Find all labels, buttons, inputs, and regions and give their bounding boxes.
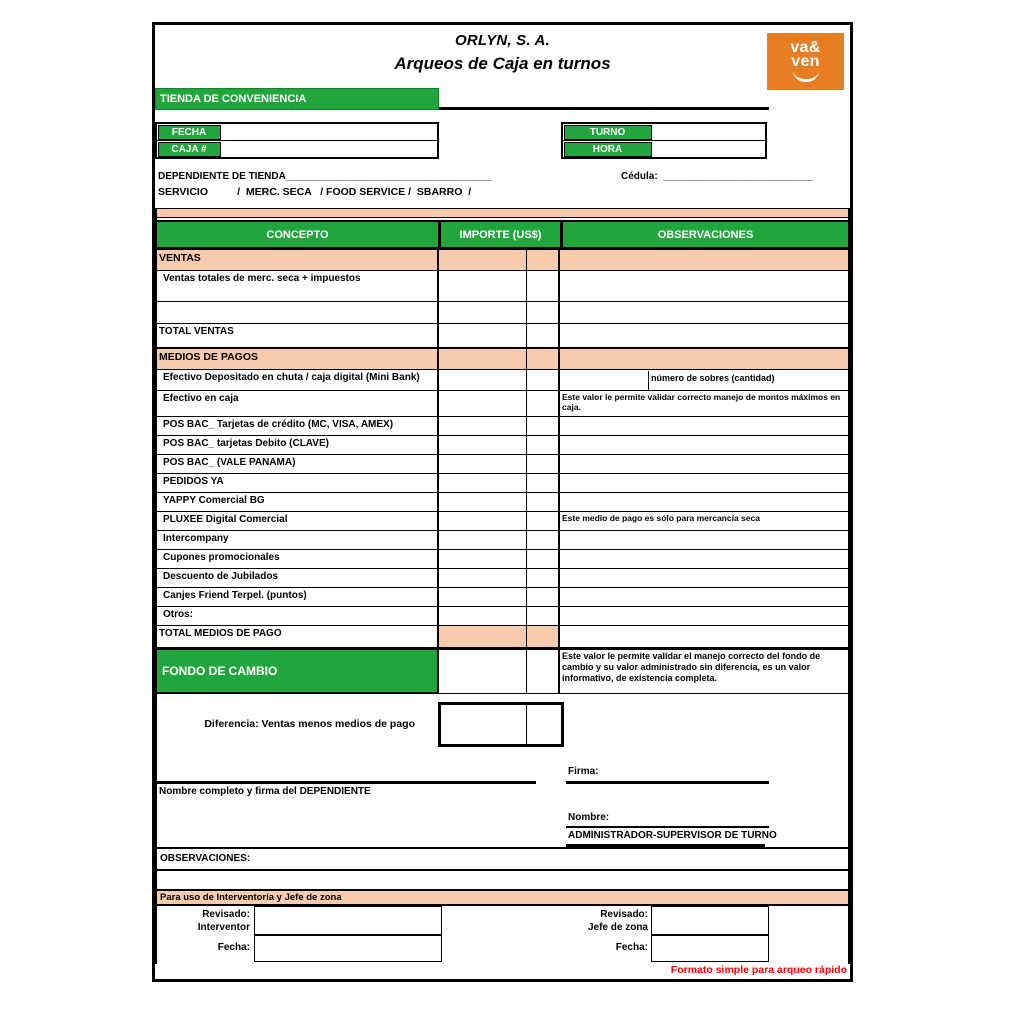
row-importe-cents-cell[interactable]: [527, 417, 560, 435]
table-row: [157, 436, 848, 455]
fecha-row: [157, 124, 437, 140]
row-concepto-label: TOTAL VENTAS: [157, 324, 439, 347]
row-observaciones-cell[interactable]: [560, 550, 848, 568]
concept-table: [155, 208, 850, 694]
row-observaciones-cell[interactable]: [560, 588, 848, 606]
row-concepto-label: YAPPY Comercial BG: [157, 493, 439, 511]
observaciones-sub-cell[interactable]: [562, 371, 649, 390]
table-row: [157, 455, 848, 474]
table-row: [157, 324, 848, 348]
row-importe-cell[interactable]: [439, 455, 527, 473]
table-row: [157, 417, 848, 436]
fecha-label: FECHA: [158, 125, 221, 140]
row-concepto-label: [157, 302, 439, 323]
row-importe-cents-cell[interactable]: [527, 550, 560, 568]
jefe-zona-fecha-input[interactable]: [651, 935, 769, 962]
row-importe-cents-cell[interactable]: [527, 436, 560, 454]
row-importe-cell[interactable]: [439, 302, 527, 323]
form-sheet: [152, 22, 853, 982]
table-row: [157, 607, 848, 626]
table-row: [157, 588, 848, 607]
supervisor-signature-line[interactable]: [566, 781, 769, 784]
supervisor-caption-underline: [566, 844, 765, 847]
row-concepto-label: POS BAC_ (VALE PANAMA): [157, 455, 439, 473]
logo-text-line1: va&: [790, 39, 821, 56]
row-importe-cents-cell[interactable]: [527, 324, 560, 347]
row-concepto-label: Canjes Friend Terpel. (puntos): [157, 588, 439, 606]
row-importe-cell[interactable]: [439, 391, 527, 416]
row-concepto-label: PEDIDOS YA: [157, 474, 439, 492]
row-concepto-label: TOTAL MEDIOS DE PAGO: [157, 626, 439, 647]
fondo-de-cambio-row: [157, 648, 848, 694]
table-row: [157, 512, 848, 531]
row-observaciones-cell[interactable]: [560, 271, 848, 301]
observaciones-blank-row[interactable]: [155, 871, 850, 891]
fondo-de-cambio-label: FONDO DE CAMBIO: [157, 650, 439, 694]
interventor-fecha-label: Fecha:: [217, 942, 250, 953]
interventor-fecha-input[interactable]: [254, 935, 442, 962]
table-row: [157, 550, 848, 569]
form-header: [155, 25, 850, 208]
dependiente-line[interactable]: DEPENDIENTE DE TIENDA_____________________________________: [158, 171, 492, 182]
logo-text-line2: ven: [791, 53, 820, 70]
table-row: [157, 271, 848, 302]
row-observaciones-cell[interactable]: [560, 349, 848, 369]
fecha-input[interactable]: [221, 124, 437, 140]
row-concepto-label: Descuento de Jubilados: [157, 569, 439, 587]
observaciones-row[interactable]: OBSERVACIONES:: [155, 849, 850, 871]
row-importe-cents-cell[interactable]: [527, 588, 560, 606]
row-observaciones-cell[interactable]: [560, 324, 848, 347]
jefe-zona-role-text: Jefe de zona: [587, 922, 648, 933]
row-observaciones-cell[interactable]: [560, 370, 848, 390]
row-importe-cell[interactable]: [439, 531, 527, 549]
row-importe-cell[interactable]: [439, 569, 527, 587]
observaciones-column-header: OBSERVACIONES: [563, 222, 848, 247]
row-concepto-label: PLUXEE Digital Comercial: [157, 512, 439, 530]
revisado-label-text: Revisado:: [202, 909, 250, 920]
nombre-label: Nombre:: [568, 812, 610, 823]
row-observaciones-cell[interactable]: [560, 436, 848, 454]
row-importe-cell[interactable]: [439, 607, 527, 625]
interventor-role-text: Interventor: [197, 922, 250, 933]
row-observaciones-cell[interactable]: [560, 417, 848, 435]
table-row: [157, 370, 848, 391]
row-importe-cents-cell[interactable]: [527, 391, 560, 416]
diferencia-cents-cell[interactable]: [527, 705, 561, 744]
diferencia-label: Diferencia: Ventas menos medios de pago: [204, 718, 415, 730]
fondo-importe-cell[interactable]: [439, 650, 527, 694]
row-importe-cents-cell[interactable]: [527, 250, 560, 270]
table-row: [157, 531, 848, 550]
row-concepto-label: Otros:: [157, 607, 439, 625]
row-importe-cell[interactable]: [439, 324, 527, 347]
row-concepto-label: POS BAC_ tarjetas Debito (CLAVE): [157, 436, 439, 454]
jefe-zona-fecha-label: Fecha:: [615, 942, 648, 953]
row-observaciones-cell[interactable]: Este valor le permite validar correcto manejo de montos máximos en caja.: [562, 392, 841, 412]
row-importe-cell[interactable]: [439, 550, 527, 568]
interventor-revisado-label: [157, 908, 253, 934]
turno-input[interactable]: [652, 124, 765, 140]
row-importe-cell[interactable]: [439, 370, 527, 390]
importe-column-header: IMPORTE (US$): [441, 222, 560, 247]
jefe-zona-revisado-input[interactable]: [651, 906, 769, 935]
row-importe-cell[interactable]: [439, 493, 527, 511]
caja-label: CAJA #: [158, 142, 221, 157]
fecha-caja-table: [155, 122, 439, 159]
dependiente-signature-line[interactable]: [157, 781, 536, 784]
company-name: ORLYN, S. A.: [455, 32, 550, 49]
table-row: [157, 302, 848, 324]
row-importe-cents-cell[interactable]: [527, 569, 560, 587]
caja-row: [157, 140, 437, 157]
row-importe-cell[interactable]: [439, 271, 527, 301]
row-observaciones-cell[interactable]: Este medio de pago es sólo para mercancía seca: [562, 513, 760, 523]
row-observaciones-cell[interactable]: [560, 531, 848, 549]
row-importe-cents-cell[interactable]: [527, 455, 560, 473]
observaciones-note: número de sobres (cantidad): [651, 373, 775, 383]
table-row: [157, 391, 848, 417]
row-concepto-label: VENTAS: [157, 250, 439, 270]
separator-band: [157, 208, 848, 218]
row-concepto-label: Ventas totales de merc. seca + impuestos: [157, 271, 439, 301]
row-importe-cents-cell[interactable]: [527, 370, 560, 390]
fondo-importe-cents-cell[interactable]: [527, 650, 560, 694]
dependiente-caption: Nombre completo y firma del DEPENDIENTE: [159, 786, 371, 797]
row-concepto-label: Efectivo Depositado en chuta / caja digital (Mini Bank): [157, 370, 439, 390]
row-importe-cents-cell[interactable]: [527, 349, 560, 369]
row-importe-cents-cell[interactable]: [527, 531, 560, 549]
diferencia-value-cell[interactable]: [441, 705, 527, 744]
review-section: [155, 906, 850, 964]
review-banner: Para uso de Interventoría y Jefe de zona: [155, 891, 850, 906]
row-observaciones-cell[interactable]: [560, 455, 848, 473]
service-type-line: SERVICIO / MERC. SECA / FOOD SERVICE / SBARRO /: [158, 186, 472, 198]
row-importe-cents-cell[interactable]: [527, 493, 560, 511]
concepto-column-header: CONCEPTO: [157, 222, 438, 247]
row-importe-cents-cell[interactable]: [527, 271, 560, 301]
row-importe-cents-cell[interactable]: [527, 302, 560, 323]
form-title: Arqueos de Caja en turnos: [394, 54, 611, 73]
row-observaciones-cell[interactable]: [560, 569, 848, 587]
hora-label: HORA: [564, 142, 652, 157]
store-name-line[interactable]: [439, 107, 769, 110]
footer-note: Formato simple para arqueo rápido: [670, 964, 847, 976]
turno-row: [563, 124, 765, 140]
cedula-line[interactable]: Cédula: ___________________________: [621, 171, 814, 182]
row-importe-cell[interactable]: [439, 250, 527, 270]
revisado-label-text: Revisado:: [600, 909, 648, 920]
table-row: [157, 348, 848, 370]
row-concepto-label: Cupones promocionales: [157, 550, 439, 568]
row-observaciones-cell[interactable]: [560, 302, 848, 323]
concept-table-body: [157, 249, 848, 648]
row-observaciones-cell[interactable]: [560, 493, 848, 511]
fondo-observaciones-note: Este valor le permite validar el manejo correcto del fondo de cambio y su valor administrado sin diferencia, es un valor informativo, de existencia completa.: [560, 650, 848, 694]
table-row: [157, 569, 848, 588]
row-importe-cents-cell[interactable]: [527, 626, 560, 647]
row-importe-cell[interactable]: [439, 436, 527, 454]
turno-hora-table: [561, 122, 767, 159]
hora-row: [563, 140, 765, 157]
row-concepto-label: Efectivo en caja: [157, 391, 439, 416]
row-observaciones-cell[interactable]: [560, 250, 848, 270]
row-importe-cell[interactable]: [439, 626, 527, 647]
row-concepto-label: POS BAC_ Tarjetas de crédito (MC, VISA, AMEX): [157, 417, 439, 435]
row-importe-cents-cell[interactable]: [527, 512, 560, 530]
row-importe-cell[interactable]: [439, 417, 527, 435]
row-observaciones-cell[interactable]: [560, 626, 848, 647]
row-importe-cell[interactable]: [439, 588, 527, 606]
row-importe-cents-cell[interactable]: [527, 474, 560, 492]
table-header-row: [157, 220, 848, 249]
store-type-banner: TIENDA DE CONVENIENCIA: [155, 88, 439, 110]
caja-input[interactable]: [221, 141, 437, 157]
logo-smile-icon: [793, 70, 819, 82]
supervisor-caption: ADMINISTRADOR-SUPERVISOR DE TURNO: [568, 830, 777, 841]
table-row: [157, 493, 848, 512]
supervisor-name-line[interactable]: [566, 826, 769, 828]
table-row: [157, 626, 848, 648]
hora-input[interactable]: [652, 141, 765, 157]
signature-section: [155, 694, 850, 849]
row-concepto-label: Intercompany: [157, 531, 439, 549]
vaven-logo: [767, 33, 844, 90]
turno-label: TURNO: [564, 125, 652, 140]
interventor-revisado-input[interactable]: [254, 906, 442, 935]
row-observaciones-cell[interactable]: [560, 607, 848, 625]
table-row: [157, 249, 848, 271]
row-observaciones-cell[interactable]: [560, 474, 848, 492]
row-importe-cell[interactable]: [439, 474, 527, 492]
table-row: [157, 474, 848, 493]
jefe-zona-revisado-label: [563, 908, 651, 934]
row-importe-cents-cell[interactable]: [527, 607, 560, 625]
row-importe-cell[interactable]: [439, 349, 527, 369]
diferencia-box: [438, 702, 564, 747]
firma-label: Firma:: [568, 766, 599, 777]
row-concepto-label: MEDIOS DE PAGOS: [157, 349, 439, 369]
row-importe-cell[interactable]: [439, 512, 527, 530]
